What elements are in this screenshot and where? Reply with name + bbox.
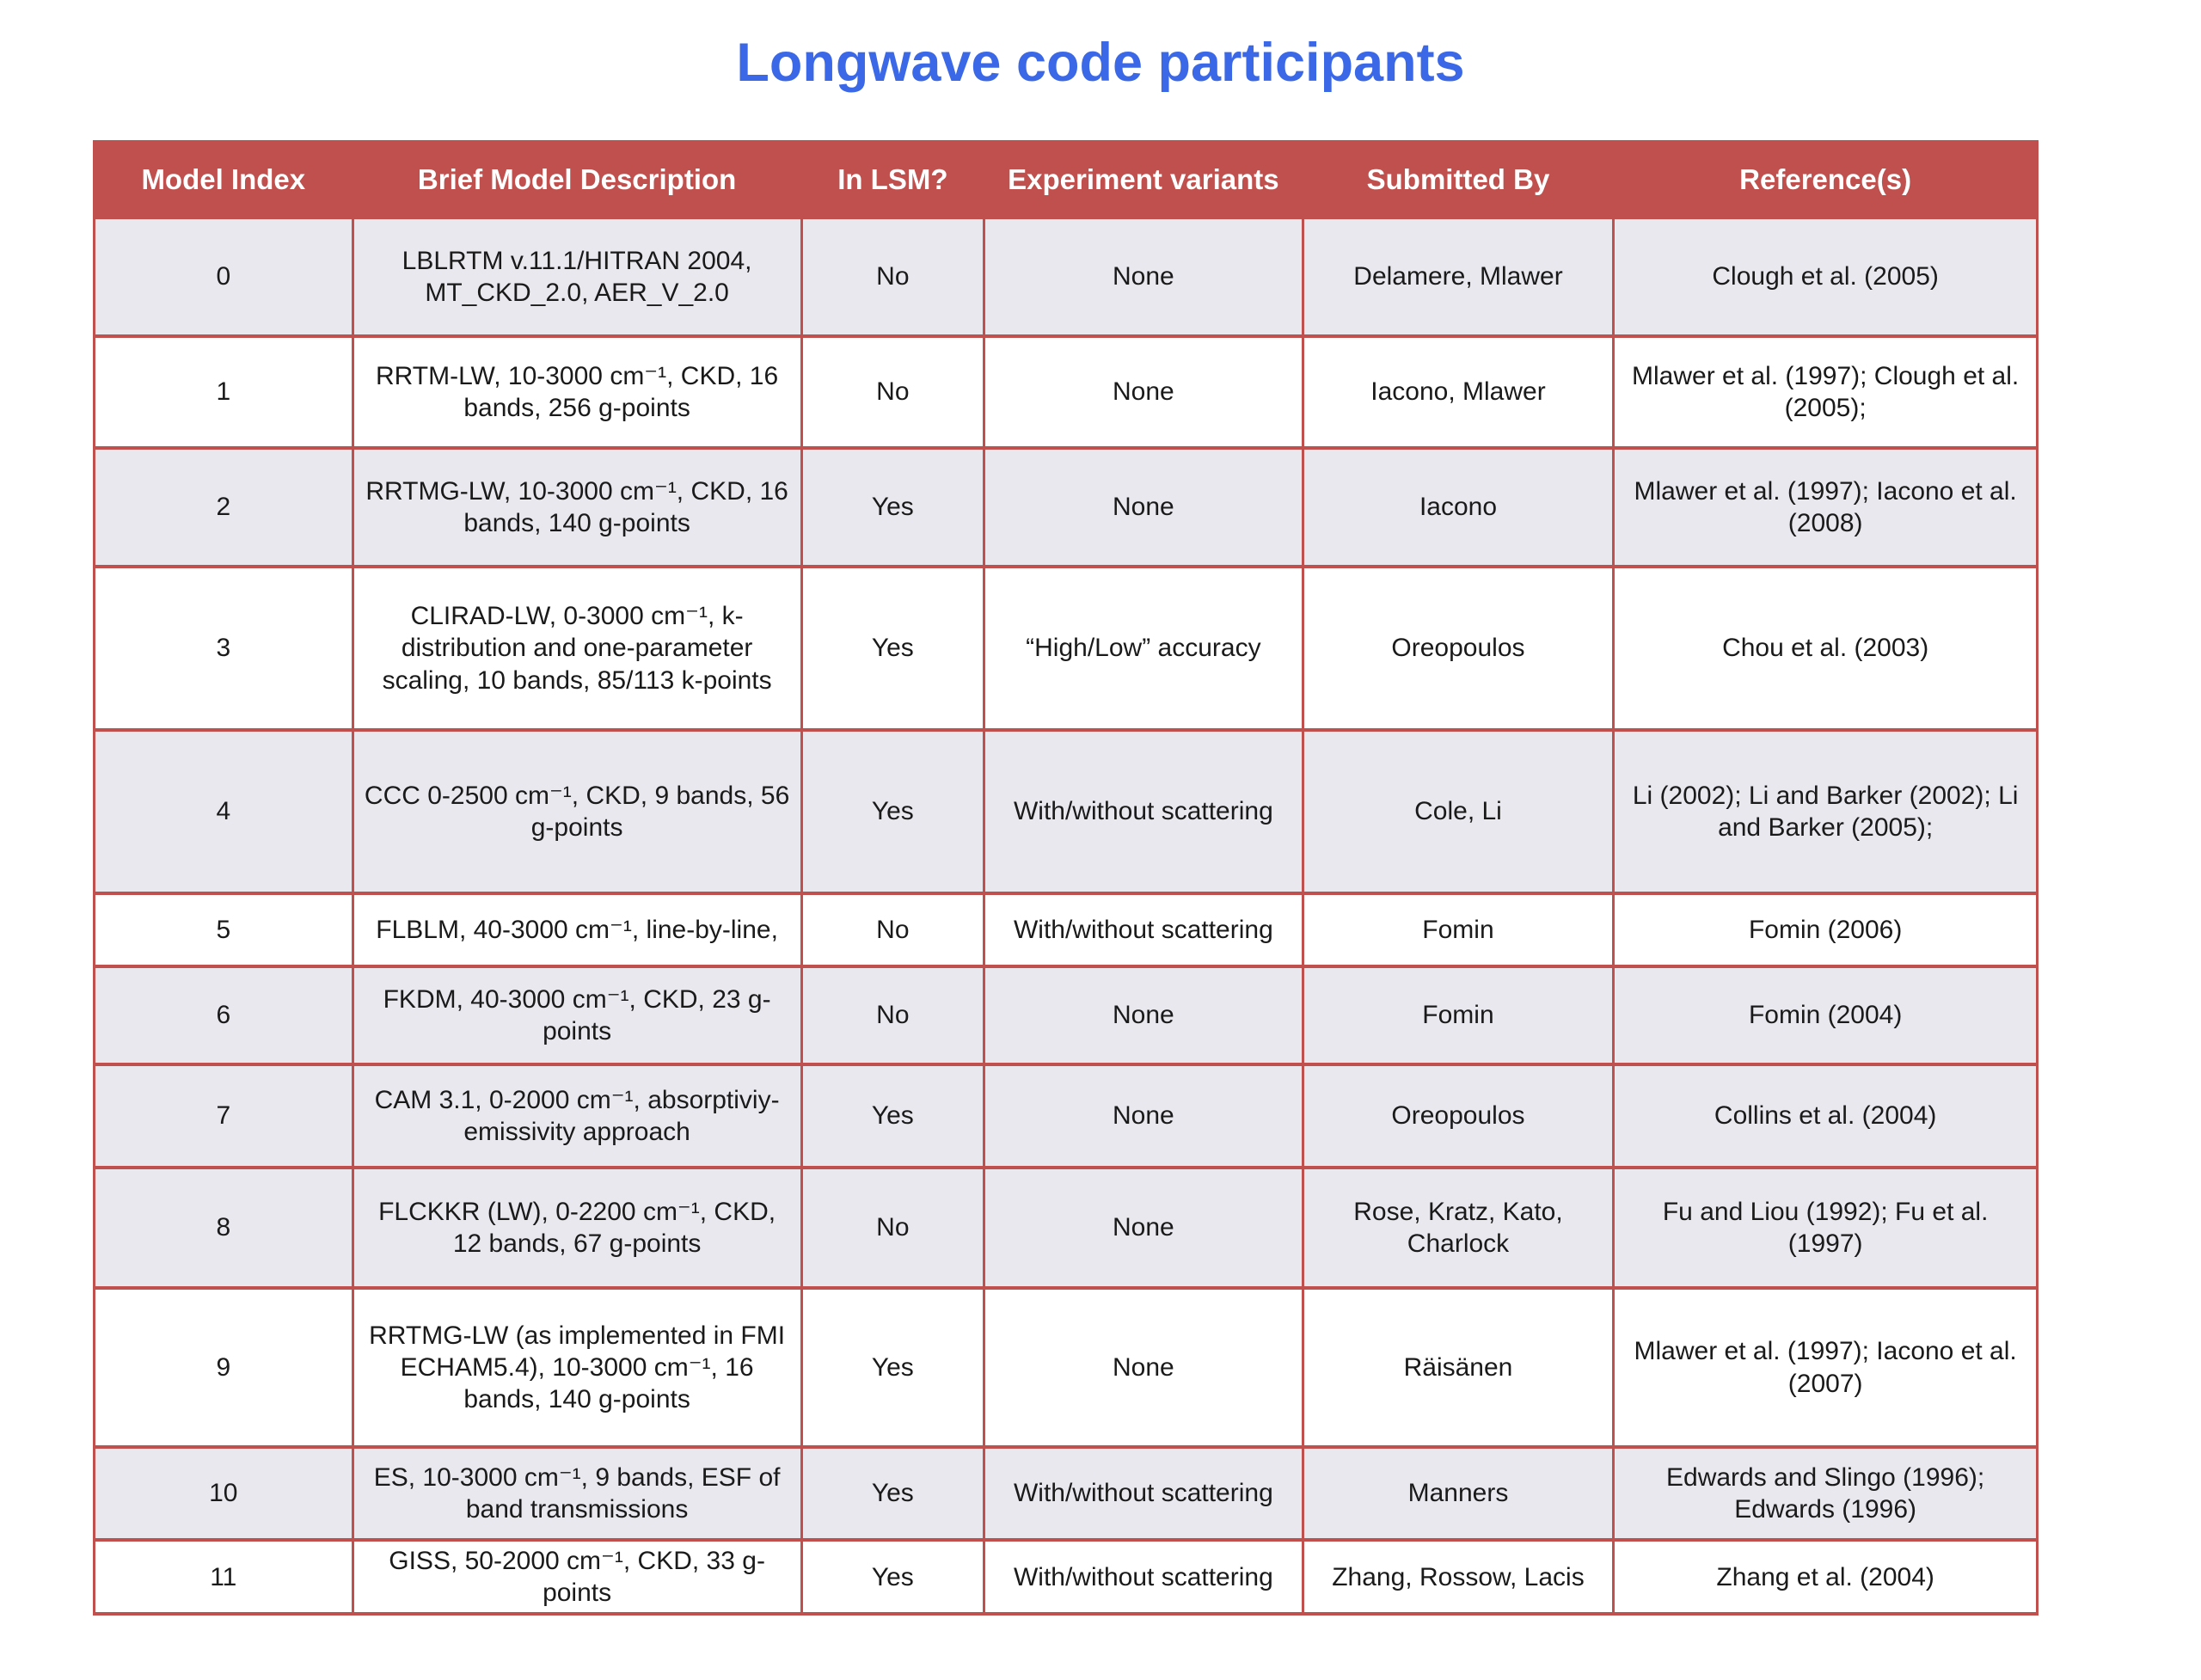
cell-experiment-variants: None	[984, 966, 1303, 1064]
cell-model-index: 7	[95, 1064, 353, 1168]
cell-submitted-by: Cole, Li	[1303, 730, 1614, 893]
cell-references: Li (2002); Li and Barker (2002); Li and Barker (2005);	[1614, 730, 2038, 893]
cell-submitted-by: Oreopoulos	[1303, 1064, 1614, 1168]
cell-references: Fomin (2006)	[1614, 893, 2038, 966]
cell-in-lsm: No	[801, 966, 984, 1064]
table-row	[95, 218, 2038, 336]
cell-experiment-variants: None	[984, 218, 1303, 336]
column-header-in-lsm: In LSM?	[801, 142, 984, 218]
cell-in-lsm: No	[801, 218, 984, 336]
table-row	[95, 1288, 2038, 1447]
cell-submitted-by: Räisänen	[1303, 1288, 1614, 1447]
cell-references: Fu and Liou (1992); Fu et al. (1997)	[1614, 1168, 2038, 1288]
cell-submitted-by: Delamere, Mlawer	[1303, 218, 1614, 336]
cell-model-index: 3	[95, 567, 353, 730]
page-title: Longwave code participants	[736, 33, 1465, 93]
participants-table-container	[93, 140, 2039, 1616]
cell-model-index: 9	[95, 1288, 353, 1447]
cell-model-description: FKDM, 40-3000 cm⁻¹, CKD, 23 g-points	[353, 966, 801, 1064]
cell-experiment-variants: With/without scattering	[984, 1540, 1303, 1614]
cell-model-index: 6	[95, 966, 353, 1064]
cell-in-lsm: Yes	[801, 448, 984, 567]
cell-experiment-variants: None	[984, 448, 1303, 567]
column-header-references: Reference(s)	[1614, 142, 2038, 218]
cell-model-description: RRTMG-LW (as implemented in FMI ECHAM5.4), 10-3000 cm⁻¹, 16 bands, 140 g-points	[353, 1288, 801, 1447]
cell-in-lsm: Yes	[801, 730, 984, 893]
cell-submitted-by: Fomin	[1303, 893, 1614, 966]
cell-in-lsm: Yes	[801, 1540, 984, 1614]
cell-model-description: RRTMG-LW, 10-3000 cm⁻¹, CKD, 16 bands, 140 g-points	[353, 448, 801, 567]
cell-submitted-by: Iacono, Mlawer	[1303, 336, 1614, 448]
column-header-model-index: Model Index	[95, 142, 353, 218]
cell-model-index: 8	[95, 1168, 353, 1288]
cell-model-index: 10	[95, 1447, 353, 1540]
cell-references: Collins et al. (2004)	[1614, 1064, 2038, 1168]
table-row	[95, 1447, 2038, 1540]
cell-experiment-variants: None	[984, 1168, 1303, 1288]
column-header-experiment-variants: Experiment variants	[984, 142, 1303, 218]
table-row	[95, 567, 2038, 730]
table-row	[95, 893, 2038, 966]
cell-references: Mlawer et al. (1997); Clough et al. (2005);	[1614, 336, 2038, 448]
table-row	[95, 1064, 2038, 1168]
cell-model-description: FLBLM, 40-3000 cm⁻¹, line-by-line,	[353, 893, 801, 966]
cell-experiment-variants: With/without scattering	[984, 1447, 1303, 1540]
cell-model-description: FLCKKR (LW), 0-2200 cm⁻¹, CKD, 12 bands, 67 g-points	[353, 1168, 801, 1288]
table-row	[95, 336, 2038, 448]
cell-in-lsm: Yes	[801, 1447, 984, 1540]
cell-model-description: LBLRTM v.11.1/HITRAN 2004, MT_CKD_2.0, AER_V_2.0	[353, 218, 801, 336]
cell-references: Edwards and Slingo (1996); Edwards (1996)	[1614, 1447, 2038, 1540]
cell-experiment-variants: None	[984, 1288, 1303, 1447]
cell-model-description: RRTM-LW, 10-3000 cm⁻¹, CKD, 16 bands, 256 g-points	[353, 336, 801, 448]
cell-model-index: 11	[95, 1540, 353, 1614]
cell-references: Clough et al. (2005)	[1614, 218, 2038, 336]
cell-experiment-variants: “High/Low” accuracy	[984, 567, 1303, 730]
cell-references: Chou et al. (2003)	[1614, 567, 2038, 730]
cell-model-description: CLIRAD-LW, 0-3000 cm⁻¹, k-distribution and one-parameter scaling, 10 bands, 85/113 k-points	[353, 567, 801, 730]
participants-table	[93, 140, 2039, 1616]
cell-in-lsm: No	[801, 893, 984, 966]
table-row	[95, 448, 2038, 567]
table-row	[95, 1168, 2038, 1288]
cell-references: Fomin (2004)	[1614, 966, 2038, 1064]
cell-references: Mlawer et al. (1997); Iacono et al. (2008)	[1614, 448, 2038, 567]
cell-experiment-variants: With/without scattering	[984, 730, 1303, 893]
cell-model-index: 1	[95, 336, 353, 448]
cell-submitted-by: Rose, Kratz, Kato, Charlock	[1303, 1168, 1614, 1288]
cell-model-description: CCC 0-2500 cm⁻¹, CKD, 9 bands, 56 g-points	[353, 730, 801, 893]
table-row	[95, 966, 2038, 1064]
cell-model-index: 5	[95, 893, 353, 966]
table-header	[95, 142, 2038, 218]
cell-in-lsm: No	[801, 336, 984, 448]
cell-in-lsm: Yes	[801, 1288, 984, 1447]
cell-references: Zhang et al. (2004)	[1614, 1540, 2038, 1614]
column-header-model-description: Brief Model Description	[353, 142, 801, 218]
cell-experiment-variants: None	[984, 1064, 1303, 1168]
cell-submitted-by: Iacono	[1303, 448, 1614, 567]
cell-model-description: CAM 3.1, 0-2000 cm⁻¹, absorptiviy-emissivity approach	[353, 1064, 801, 1168]
cell-experiment-variants: None	[984, 336, 1303, 448]
cell-model-index: 0	[95, 218, 353, 336]
cell-submitted-by: Zhang, Rossow, Lacis	[1303, 1540, 1614, 1614]
cell-experiment-variants: With/without scattering	[984, 893, 1303, 966]
cell-model-index: 2	[95, 448, 353, 567]
cell-model-index: 4	[95, 730, 353, 893]
cell-in-lsm: Yes	[801, 1064, 984, 1168]
column-header-submitted-by: Submitted By	[1303, 142, 1614, 218]
cell-model-description: ES, 10-3000 cm⁻¹, 9 bands, ESF of band transmissions	[353, 1447, 801, 1540]
table-body	[95, 218, 2038, 1614]
cell-submitted-by: Oreopoulos	[1303, 567, 1614, 730]
table-header-row	[95, 142, 2038, 218]
cell-submitted-by: Manners	[1303, 1447, 1614, 1540]
table-row	[95, 1540, 2038, 1614]
cell-model-description: GISS, 50-2000 cm⁻¹, CKD, 33 g-points	[353, 1540, 801, 1614]
table-row	[95, 730, 2038, 893]
cell-submitted-by: Fomin	[1303, 966, 1614, 1064]
cell-in-lsm: No	[801, 1168, 984, 1288]
cell-references: Mlawer et al. (1997); Iacono et al. (2007)	[1614, 1288, 2038, 1447]
cell-in-lsm: Yes	[801, 567, 984, 730]
